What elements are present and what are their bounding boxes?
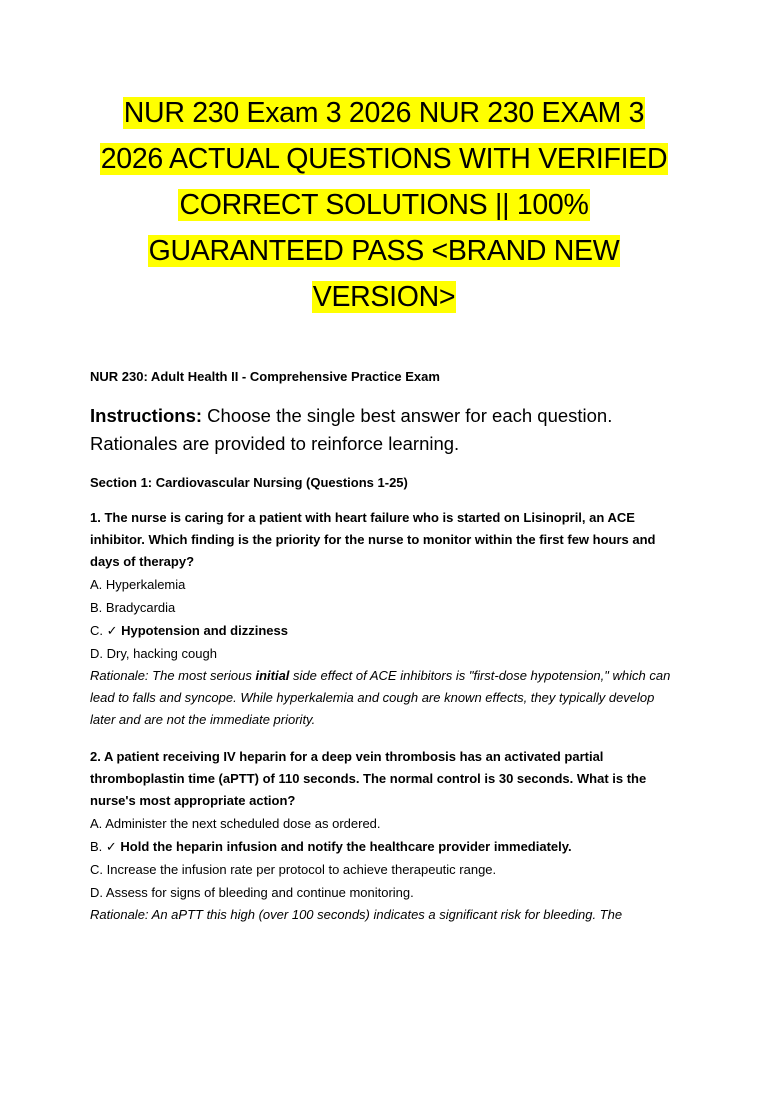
rationale: Rationale: The most serious initial side effect of ACE inhibitors is "first-dose hypotension," which can lead to falls and syncope. While hyperkalemia and cough are known effects, they typically develop later and are not the immediate priority. <box>90 668 671 727</box>
title-line-2: 2026 ACTUAL QUESTIONS WITH VERIFIED <box>100 143 668 175</box>
instructions <box>90 402 678 458</box>
option-b-correct: B. ✓ Hold the heparin infusion and notify the healthcare provider immediately. <box>90 839 572 854</box>
check-icon: C. ✓ <box>90 623 122 638</box>
option-d: D. Assess for signs of bleeding and continue monitoring. <box>90 885 414 900</box>
question-stem: 2. A patient receiving IV heparin for a deep vein thrombosis has an activated partial thromboplastin time (aPTT) of 110 seconds. The normal control is 30 seconds. What is the nurse's most appropriate action? <box>90 749 647 808</box>
check-icon: B. ✓ <box>90 839 121 854</box>
instructions-line-2: Rationales are provided to reinforce learning. <box>90 433 460 454</box>
exam-subtitle: NUR 230: Adult Health II - Comprehensive Practice Exam <box>90 369 440 384</box>
rationale: Rationale: An aPTT this high (over 100 seconds) indicates a significant risk for bleeding. The <box>90 907 623 922</box>
title-line-1: NUR 230 Exam 3 2026 NUR 230 EXAM 3 <box>123 97 645 129</box>
title-line-4: GUARANTEED PASS <BRAND NEW <box>148 235 620 267</box>
document-title <box>90 90 678 320</box>
option-d: D. Dry, hacking cough <box>90 646 217 661</box>
option-b: B. Bradycardia <box>90 600 176 615</box>
document-page <box>0 90 768 1114</box>
option-a: A. Administer the next scheduled dose as ordered. <box>90 816 381 831</box>
instructions-line-1: Choose the single best answer for each question. <box>202 405 613 426</box>
instructions-label: Instructions: <box>90 405 203 426</box>
option-c: C. Increase the infusion rate per protocol to achieve therapeutic range. <box>90 862 497 877</box>
section-heading: Section 1: Cardiovascular Nursing (Questions 1-25) <box>90 475 408 490</box>
title-line-5: VERSION> <box>312 281 456 313</box>
title-line-3: CORRECT SOLUTIONS || 100% <box>179 189 589 221</box>
option-a: A. Hyperkalemia <box>90 577 186 592</box>
question-1 <box>90 507 678 731</box>
question-2 <box>90 746 678 926</box>
option-c-correct: C. ✓ Hypotension and dizziness <box>90 623 288 638</box>
question-stem: 1. The nurse is caring for a patient with heart failure who is started on Lisinopril, an ACE inhibitor. Which finding is the priority for the nurse to monitor within the first few hours and days of therapy? <box>90 510 656 569</box>
